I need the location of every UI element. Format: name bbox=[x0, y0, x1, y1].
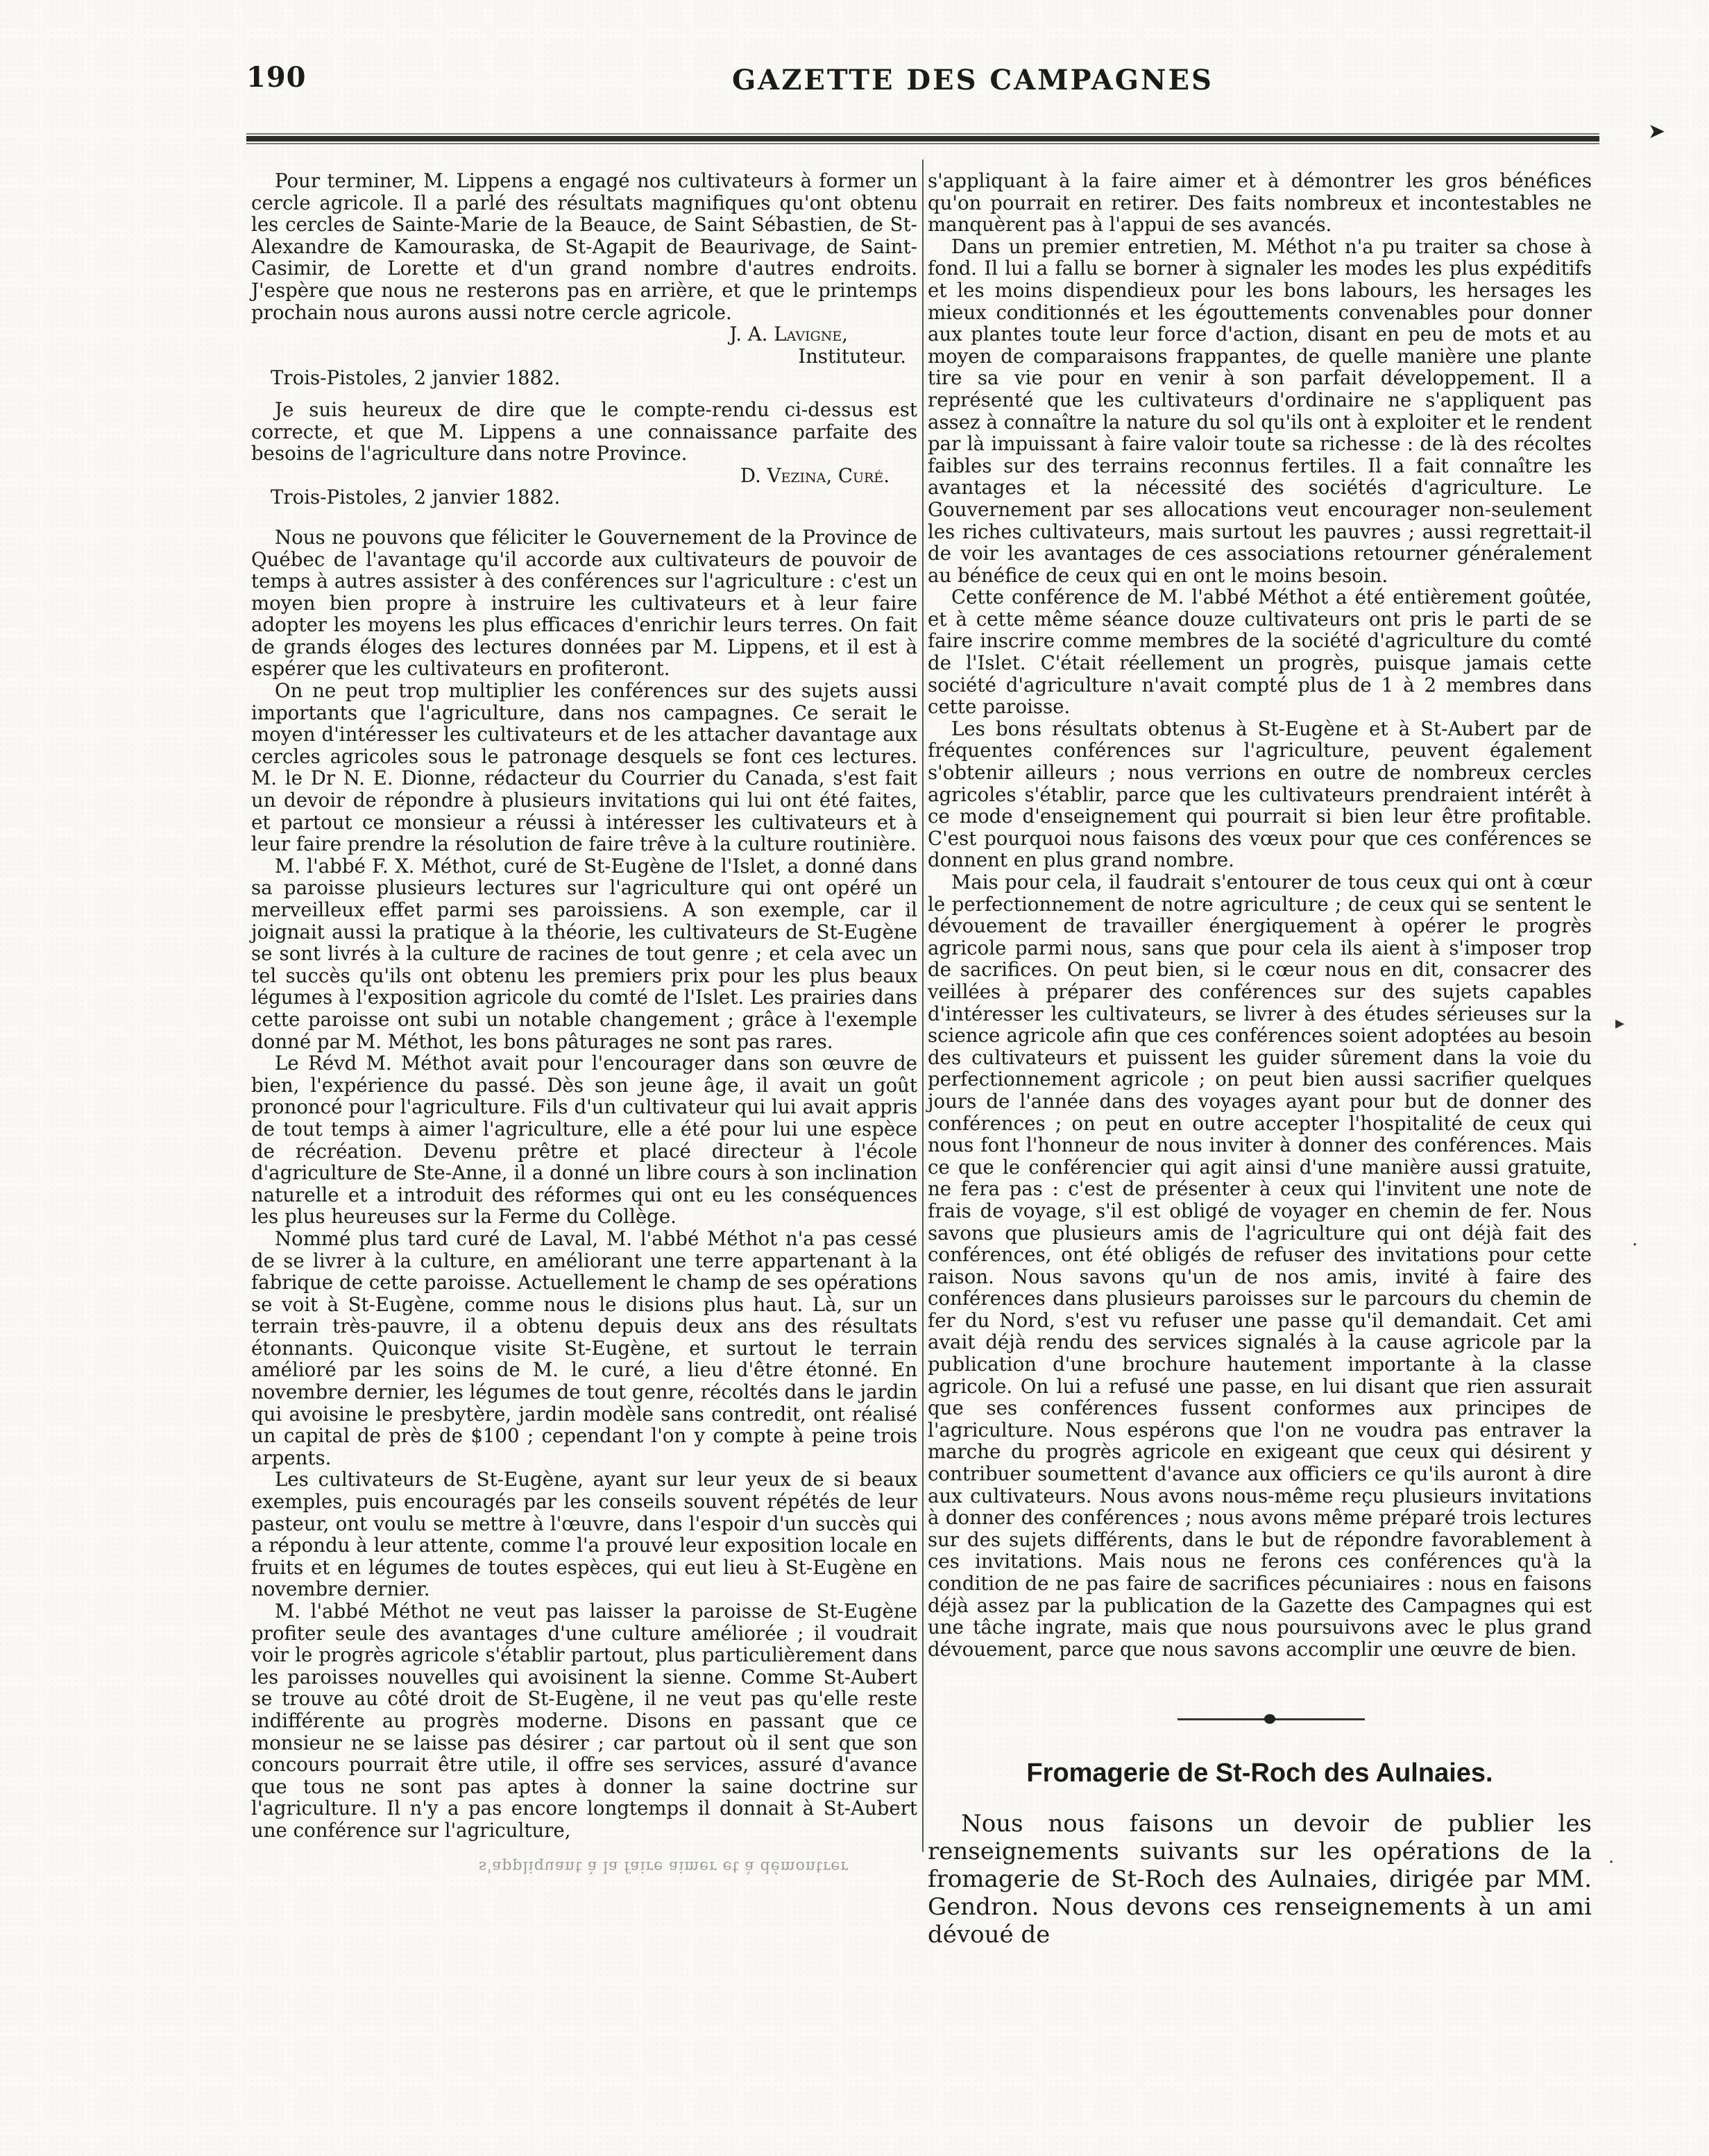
page-header bbox=[246, 61, 1613, 103]
signature-title: Instituteur. bbox=[798, 344, 906, 368]
paragraph: Dans un premier entretien, M. Méthot n'a pu traiter sa chose à fond. Il lui a fallu se borner à signaler les modes les plus expéditifs et les moins dispendieux pour les bons labours, les hersages les mieux conditionnés et les égouttements convenables pour donner aux plantes toute leur force d'action, disant en peu de mots et au moyen de comparaisons frappantes, de quelle manière une plante tire sa vie pour en venir à son parfait développement. Il a représenté que les cultivateurs d'ordinaire ne s'appliquent pas assez à connaître la nature du sol qu'ils ont à exploiter et le rendent par là impuissant à faire valoir toute sa richesse : de là des récoltes faibles sur des terrains reconnus fertiles. Il a fait connaître les avantages et la nécessité des sociétés d'agriculture. Le Gouvernement par ses allocations veut encourager non-seulement les riches cultivateurs, mais surtout les pauvres ; aussi regrettait-il de voir les avantages de ces associations retourner généralement au bénéfice de ceux qui en ont le moins besoin. bbox=[928, 234, 1592, 587]
paragraph: Les cultivateurs de St-Eugène, ayant sur leur yeux de si beaux exemples, puis encouragés par les conseils souvent répétés de leur pasteur, ont voulu se mettre à l'œuvre, dans l'espoir d'un succès qui a répondu à leur attente, comme l'a prouvé leur exposition locale en fruits et en légumes de toutes espèces, qui eut lieu à St-Eugène en novembre dernier. bbox=[251, 1468, 917, 1601]
paragraph: Nous ne pouvons que féliciter le Gouvernement de la Province de Québec de l'avantage qu'il accorde aux cultivateurs de pouvoir de temps à autres assister à des conférences sur l'agriculture : c'est un moyen bien propre à instruire les cultivateurs et à leur faire adopter les moyens les plus efficaces d'enrichir leurs terres. On fait de grands éloges des lectures données par M. Lippens, et il est à espérer que les cultivateurs en profiteront. bbox=[251, 525, 917, 681]
dateline: Trois-Pistoles, 2 janvier 1882. bbox=[271, 486, 561, 509]
column-divider bbox=[922, 160, 924, 1852]
paragraph: Nous nous faisons un devoir de publier les renseignements suivants sur les opérations de la fromagerie de St-Roch des Aulnaies, dirigée par MM. Gendron. Nous devons ces renseignements à un ami dévoué de bbox=[928, 1810, 1592, 1949]
left-column bbox=[251, 170, 917, 1842]
paragraph: Mais pour cela, il faudrait s'entourer de tous ceux qui ont à cœur le perfectionnement de notre agriculture ; de ceux qui se sentent le dévouement de travailler énergiquement à opérer le progrès agricole parmi nous, sans que pour cela ils aient à s'imposer trop de sacrifices. On peut bien, si le cœur nous en dit, consacrer des veillées à préparer des conférences sur des sujets capables d'intéresser les cultivateurs, se livrer à des études sérieuses sur la science agricole afin que ces conférences soient adoptées au besoin des cultivateurs et puissent les guider sûrement dans la voie du perfectionnement agricole ; on peut bien aussi sacrifier quelques jours de l'année dans des voyages ayant pour but de donner des conférences ; on peut en outre accepter l'hospitalité de ceux qui nous font l'honneur de nous inviter à donner des conférences. Mais ce que le conférencier qui agit ainsi d'une manière aussi gratuite, ne fera pas : c'est de présenter à ceux qui l'invitent une note de frais de voyage, s'il est obligé de voyager en chemin de fer. Nous savons que plusieurs amis de l'agriculture qui ont déjà fait des conférences, ont été obligés de refuser des invitations pour cette raison. Nous savons qu'un de nos amis, invité à faire des conférences dans plusieurs paroisses sur le parcours du chemin de fer du Nord, s'est vu refuser une passe qu'il demandait. Cet ami avait déjà rendu des services signalés à la cause agricole par la publication d'une brochure hautement importante à la classe agricole. On lui a refusé une passe, en lui disant que rien assurait que ses conférences fussent conformes aux principes de l'agriculture. Nous espérons que l'on ne voudra pas entraver la marche du progrès agricole en exigeant que ceux qui désirent y contribuer soumettent d'avance aux officiers ce qu'ils auront à dire aux cultivateurs. Nous avons nous-même reçu plusieurs invitations à donner des conférences ; nous avons même préparé trois lectures sur des sujets différents, dans le but de répondre favorablement à ces invitations. Mais nous ne ferons ces conférences qu'à la condition de ne pas faire de sacrifices pécuniaires : nous en faisons déjà assez par la publication de la Gazette des Campagnes qui est une tâche ingrate, mais que nous poursuivons avec le plus grand dévouement, parce que nous savons accomplir une œuvre de bien. bbox=[928, 871, 1592, 1661]
page-number: 190 bbox=[246, 61, 307, 94]
ornament-dot-icon bbox=[1264, 1714, 1275, 1724]
paragraph: Les bons résultats obtenus à St-Eugène et à St-Aubert par de fréquentes conférences sur l'agriculture, peuvent également s'obtenir ailleurs ; nous verrions en outre de nombreux cercles agricoles s'établir, parce que les cultivateurs prendraient intérêt à ce mode d'enseignement qui pourrait si bien leur être profitable. C'est pourquoi nous faisons des vœux pour que ces conférences se donnent en plus grand nombre. bbox=[928, 717, 1592, 872]
paragraph: Pour terminer, M. Lippens a engagé nos cultivateurs à former un cercle agricole. Il a parlé des résultats magnifiques qu'ont obtenu les cercles de Sainte-Marie de la Beauce, de Saint Sébastien, de St-Alexandre de Kamouraska, de St-Agapit de Beaurivage, de Saint-Casimir, de Lorette et d'un grand nombre d'autres endroits. J'espère que nous ne resterons pas en arrière, et que le printemps prochain nous aurons aussi notre cercle agricole. bbox=[251, 169, 917, 324]
margin-mark-icon: · bbox=[1608, 1852, 1615, 1873]
arrow-mark-icon: ➤ bbox=[1648, 119, 1666, 144]
margin-mark-icon: · bbox=[1632, 1235, 1638, 1256]
bleed-through-text: s'appliquant à la faire aimer et à démontrer bbox=[479, 1858, 849, 1875]
paragraph: Je suis heureux de dire que le compte-rendu ci-dessus est correcte, et que M. Lippens a une connaissance parfaite des besoins de l'agriculture dans notre Province. bbox=[251, 397, 917, 465]
paragraph: On ne peut trop multiplier les conférences sur des sujets aussi importants que l'agriculture, dans nos campagnes. Ce serait le moyen d'intéresser les cultivateurs et de les attacher davantage aux cercles agricoles sous le patronage desquels se font ces lectures. M. le Dr N. E. Dionne, rédacteur du Courrier du Canada, s'est fait un devoir de répondre à plusieurs invitations qui lui ont été faites, et partout ce monsieur a réussi à intéresser les cultivateurs et à leur faire prendre la résolution de faire trêve à la culture routinière. bbox=[251, 679, 917, 856]
right-column bbox=[928, 170, 1592, 1949]
paragraph: M. l'abbé F. X. Méthot, curé de St-Eugène de l'Islet, a donné dans sa paroisse plusieurs lectures sur l'agriculture qui ont opéré un merveilleux effet parmi ses paroissiens. A son exemple, car il joignait aussi la pratique à la théorie, les cultivateurs de St-Eugène se sont livrés à la culture de racines de tout genre ; et cela avec un tel succès qu'ils ont obtenu les premiers prix pour les plus beaux légumes à l'exposition agricole du comté de l'Islet. Les prairies dans cette paroisse ont subi un notable changement ; grâce à l'exemple donné par M. Méthot, les bons pâturages ne sont pas rares. bbox=[251, 854, 917, 1053]
paragraph: Le Révd M. Méthot avait pour l'encourager dans son œuvre de bien, l'expérience du passé. Dès son jeune âge, il avait un goût prononcé pour l'agriculture. Fils d'un cultivateur qui lui avait appris de tout temps à aimer l'agriculture, elle a été pour lui une espèce de récréation. Devenu prêtre et placé directeur à l'école d'agriculture de Ste-Anne, il a donné un libre cours à son inclination naturelle et a introduit des réformes qui ont eu les conséquences les plus heureuses sur la Ferme du Collège. bbox=[251, 1052, 917, 1229]
paragraph: Nommé plus tard curé de Laval, M. l'abbé Méthot n'a pas cessé de se livrer à la culture, en améliorant une terre appartenant à la fabrique de cette paroisse. Actuellement le champ de ses opérations se voit à St-Eugène, comme nous le disions plus haut. Là, sur un terrain très-pauvre, il a obtenu depuis deux ans des résultats étonnants. Quiconque visite St-Eugène, et surtout le terrain amélioré par les soins de M. le curé, a lieu d'être étonné. En novembre dernier, les légumes de tout genre, récoltés dans le jardin qui avoisine le presbytère, jardin modèle sans contredit, ont réalisé un capital de près de $100 ; cependant l'on y compte à peine trois arpents. bbox=[251, 1226, 917, 1469]
section-ornament bbox=[928, 1702, 1592, 1739]
header-rule bbox=[246, 133, 1599, 144]
margin-mark-icon: ▸ bbox=[1615, 1013, 1625, 1034]
dateline: Trois-Pistoles, 2 janvier 1882. bbox=[271, 366, 561, 390]
signature-name: J. A. Lavigne, bbox=[729, 323, 848, 346]
paragraph: Cette conférence de M. l'abbé Méthot a été entièrement goûtée, et à cette même séance douze cultivateurs ont pris le parti de se faire inscrire comme membres de la société d'agriculture du comté de l'Islet. C'était réellement un progrès, puisque jamais cette société d'agriculture n'avait compté plus de 1 à 2 membres dans cette paroisse. bbox=[928, 585, 1592, 719]
signature-name: D. Vezina, Curé. bbox=[740, 463, 890, 487]
paragraph: M. l'abbé Méthot ne veut pas laisser la paroisse de St-Eugène profiter seule des avantages d'une culture améliorée ; il voudrait voir le progrès agricole s'établir partout, plus particulièrement dans les paroisses nouvelles qui avoisinent la sienne. Comme St-Aubert se trouve au côté droit de St-Eugène, il ne veut pas qu'elle reste indifférente au progrès moderne. Disons en passant que ce monsieur ne se laisse pas désirer ; car partout où il sent que son concours pourrait être utile, il offre ses services, assuré d'avance que tous ne sont pas aptes à donner la saine doctrine sur l'agriculture. Il n'y a pas encore longtemps il donnait à St-Aubert une conférence sur l'agriculture, bbox=[251, 1600, 917, 1842]
paragraph: s'appliquant à la faire aimer et à démontrer les gros bénéfices qu'on pourrait en retirer. Des faits nombreux et incontestables ne manquèrent pas à l'appui de ses avancés. bbox=[928, 169, 1592, 237]
journal-title: GAZETTE DES CAMPAGNES bbox=[732, 64, 1214, 96]
section-title: Fromagerie de St-Roch des Aulnaies. bbox=[1026, 1759, 1493, 1788]
